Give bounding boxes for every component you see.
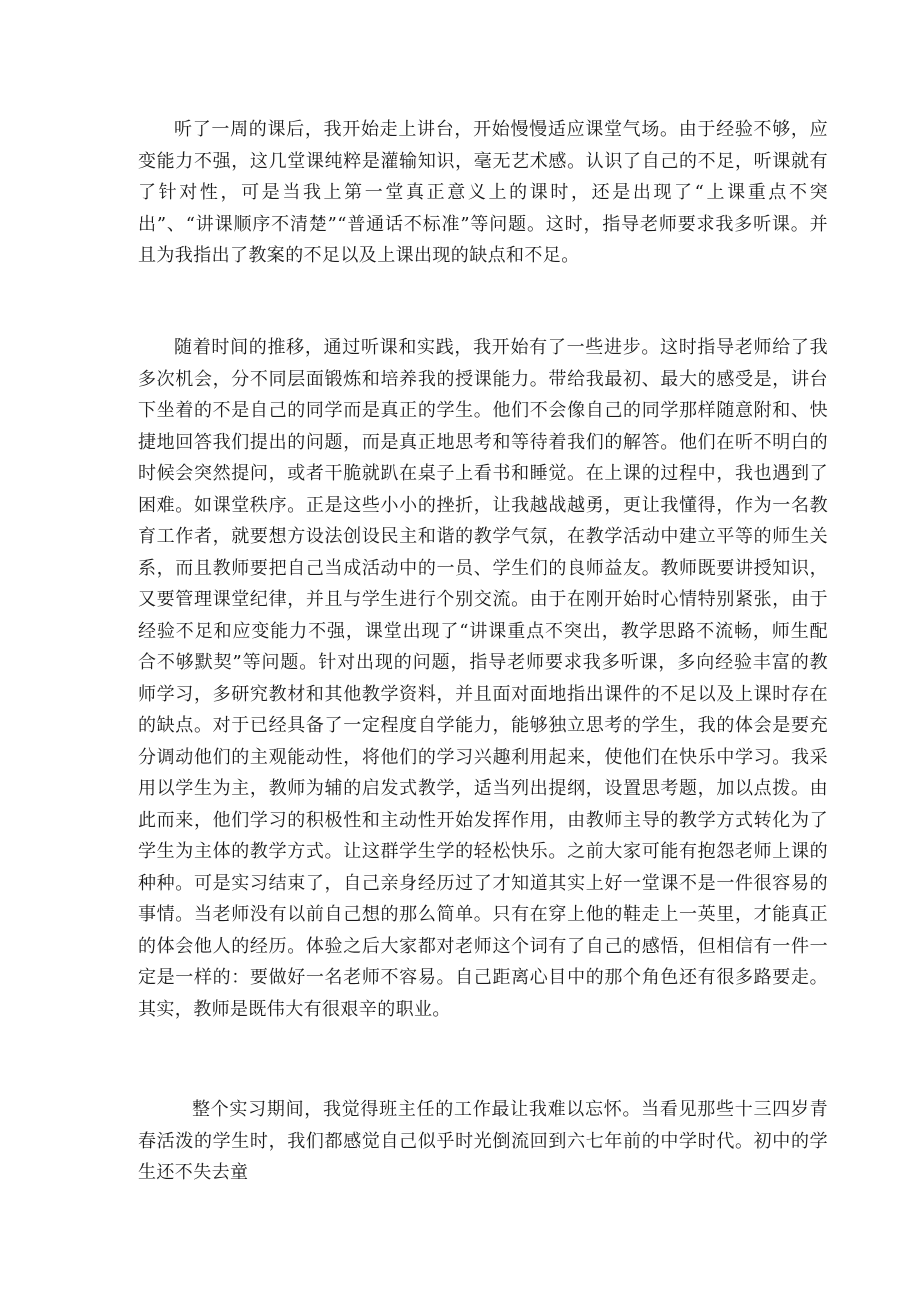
paragraph-3: 整个实习期间，我觉得班主任的工作最让我难以忘怀。当看见那些十三四岁青春活泼的学生时，我们都感觉自己似乎时光倒流回到六七年前的中学时代。初中的学生还不失去童 [138,1099,828,1183]
paragraph-1: 听了一周的课后，我开始走上讲台，开始慢慢适应课堂气场。由于经验不够，应变能力不强，这几堂课纯粹是灌输知识，毫无艺术感。认识了自己的不足，听课就有了针对性，可是当我上第一堂真正意义上的课时，还是出现了“上课重点不突出”、“讲课顺序不清楚”“普通话不标准”等问题。这时，指导老师要求我多听课。并且为我指出了教案的不足以及上课出现的缺点和不足。 [138,119,828,266]
paragraph-2: 随着时间的推移，通过听课和实践，我开始有了一些进步。这时指导老师给了我多次机会，分不同层面锻炼和培养我的授课能力。带给我最初、最大的感受是，讲台下坐着的不是自己的同学而是真正的学生。他们不会像自己的同学那样随意附和、快捷地回答我们提出的问题，而是真正地思考和等待着我们的解答。他们在听不明白的时候会突然提问，或者干脆就趴在桌子上看书和睡觉。在上课的过程中，我也遇到了困难。如课堂秩序。正是这些小小的挫折，让我越战越勇，更让我懂得，作为一名教育工作者，就要想方设法创设民主和谐的教学气氛，在教学活动中建立平等的师生关系，而且教师要把自己当成活动中的一员、学生们的良师益友。教师既要讲授知识，又要管理课堂纪律，并且与学生进行个别交流。由于在刚开始时心情特别紧张，由于经验不足和应变能力不强，课堂出现了“讲课重点不突出，教学思路不流畅，师生配合不够默契”等问题。针对出现的问题，指导老师要求我多听课，多向经验丰富的教师学习，多研究教材和其他教学资料，并且面对面地指出课件的不足以及上课时存在的缺点。对于已经具备了一定程度自学能力，能够独立思考的学生，我的体会是要充分调动他们的主观能动性，将他们的学习兴趣利用起来，使他们在快乐中学习。我采用以学生为主，教师为辅的启发式教学，适当列出提纲，设置思考题，加以点拨。由此而来，他们学习的积极性和主动性开始发挥作用，由教师主导的教学方式转化为了学生为主体的教学方式。让这群学生学的轻松快乐。之前大家可能有抱怨老师上课的种种。可是实习结束了，自己亲身经历过了才知道其实上好一堂课不是一件很容易的事情。当老师没有以前自己想的那么简单。只有在穿上他的鞋走上一英里，才能真正的体会他人的经历。体验之后大家都对老师这个词有了自己的感悟，但相信有一件一定是一样的：要做好一名老师不容易。自己距离心目中的那个角色还有很多路要走。其实，教师是既伟大有很艰辛的职业。 [138,337,828,1020]
